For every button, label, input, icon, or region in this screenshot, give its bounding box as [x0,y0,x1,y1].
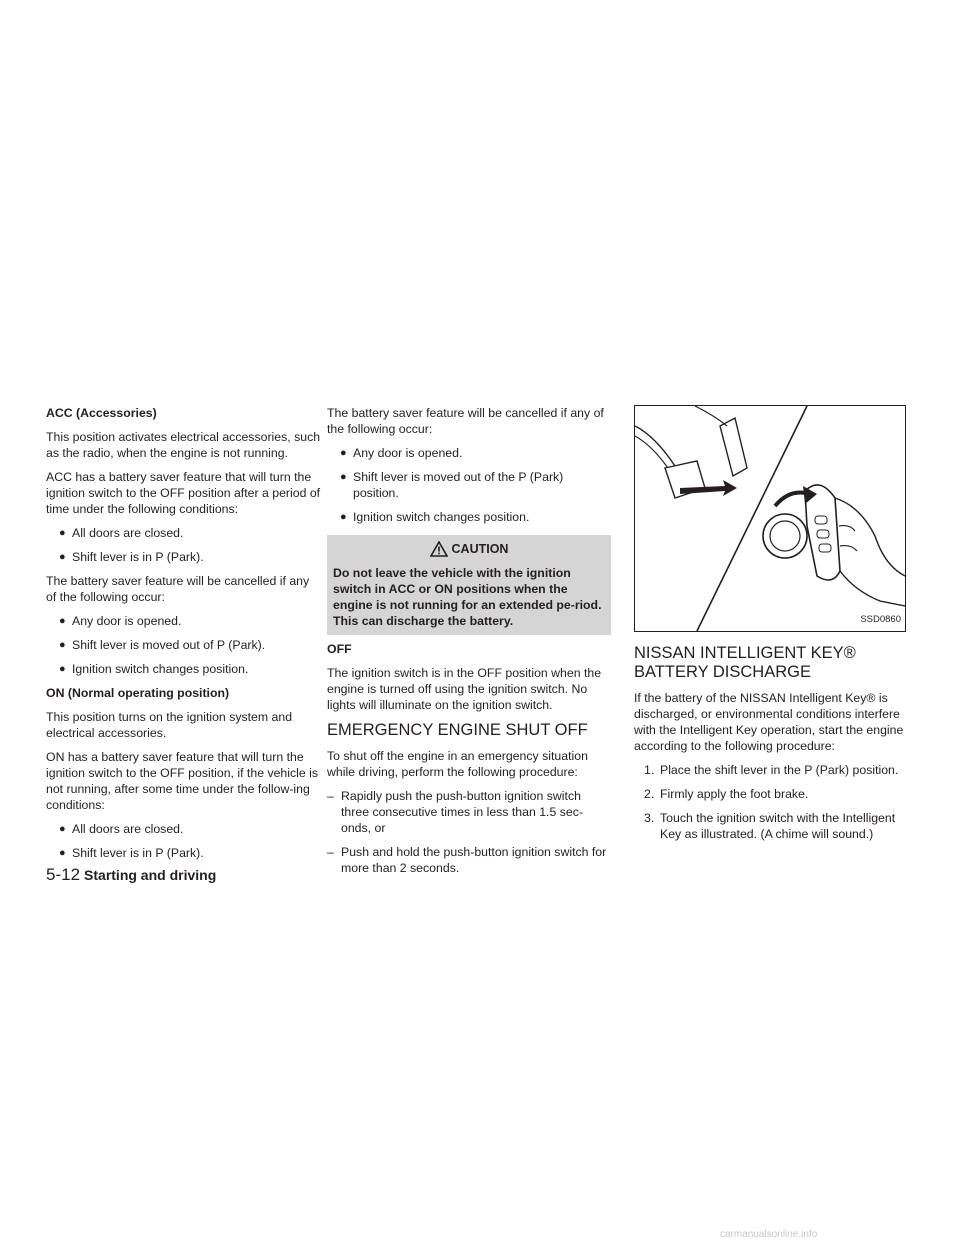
step-number: 3. [644,811,655,825]
on-heading: ON (Normal operating position) [46,686,230,700]
bullet-icon: ● [59,639,66,651]
key-illustration-icon [635,406,905,631]
bullet-icon: ● [340,471,347,483]
off-paragraph: The ignition switch is in the OFF position when the engine is turned off using the ignition switch. No lights will illuminate on the ignition switch. [327,666,602,712]
list-item: ● Any door is opened. [340,446,463,460]
column-left [46,405,322,869]
section-title: Starting and driving [84,867,217,883]
watermark: carmanualsonline.info [720,1229,818,1240]
battery-discharge-heading: NISSAN INTELLIGENT KEY® BATTERY DISCHARGE [634,644,856,681]
caution-header [327,535,611,563]
column-right [634,405,906,850]
list-item: ● Shift lever is in P (Park). [59,550,204,564]
caution-text: Do not leave the vehicle with the ignition switch in ACC or ON positions when the engine is not running for an extended pe-riod. This can discharge the battery. [333,566,602,628]
acc-heading: ACC (Accessories) [46,406,157,420]
column-middle [327,405,611,884]
bullet-icon: ● [340,447,347,459]
intelligent-key-illustration [634,405,906,632]
page-footer [46,865,216,885]
bullet-icon: ● [59,663,66,675]
bullet-icon: ● [340,511,347,523]
list-item: ● All doors are closed. [59,526,184,540]
off-heading: OFF [327,642,352,656]
list-item: 3. Touch the ignition switch with the Intelligent Key as illustrated. (A chime will sound.) [644,811,896,841]
list-item: ● Ignition switch changes position. [59,662,249,676]
bullet-icon: ● [59,551,66,563]
list-item: – Push and hold the push-button ignition switch for more than 2 seconds. [327,845,607,875]
bullet-icon: ● [59,823,66,835]
step-number: 1. [644,763,655,777]
dash-marker: – [327,789,334,803]
list-item: ● Shift lever is moved out of P (Park). [59,638,266,652]
emergency-heading: EMERGENCY ENGINE SHUT OFF [327,721,588,739]
acc-paragraph-2: ACC has a battery saver feature that will turn the ignition switch to the OFF position after a period of time under the following conditions: [46,470,321,516]
list-item: 2. Firmly apply the foot brake. [644,787,809,801]
bullet-icon: ● [59,615,66,627]
list-item: ● Shift lever is in P (Park). [59,846,204,860]
bullet-icon: ● [59,527,66,539]
list-item: – Rapidly push the push-button ignition switch three consecutive times in less than 1.5 sec-onds, or [327,789,583,835]
acc-paragraph-3: The battery saver feature will be cancelled if any of the following occur: [46,574,310,604]
step-number: 2. [644,787,655,801]
list-item: ● All doors are closed. [59,822,184,836]
emergency-paragraph: To shut off the engine in an emergency situation while driving, perform the following procedure: [327,749,588,779]
acc-paragraph-1: This position activates electrical accessories, such as the radio, when the engine is not running. [46,430,321,460]
caution-box [327,535,611,635]
warning-icon [430,541,448,557]
on-paragraph-1: This position turns on the ignition system and electrical accessories. [46,710,293,740]
dash-marker: – [327,845,334,859]
list-item: ● Shift lever is moved out of the P (Park) position. [340,470,564,500]
battery-saver-paragraph: The battery saver feature will be cancelled if any of the following occur: [327,406,604,436]
page-number: 5-12 [46,865,81,884]
discharge-paragraph: If the battery of the NISSAN Intelligent Key® is discharged, or environmental conditions interfere with the Intelligent Key operation, start the engine according to the following procedure: [634,691,904,753]
bullet-icon: ● [59,847,66,859]
figure-code: SSD0860 [860,614,901,625]
caution-title: CAUTION [451,542,509,556]
list-item: ● Any door is opened. [59,614,182,628]
list-item: ● Ignition switch changes position. [340,510,530,524]
list-item: 1. Place the shift lever in the P (Park) position. [644,763,899,777]
on-paragraph-2: ON has a battery saver feature that will turn the ignition switch to the OFF position, if the vehicle is not running, after some time under the follow-ing conditions: [46,750,319,812]
